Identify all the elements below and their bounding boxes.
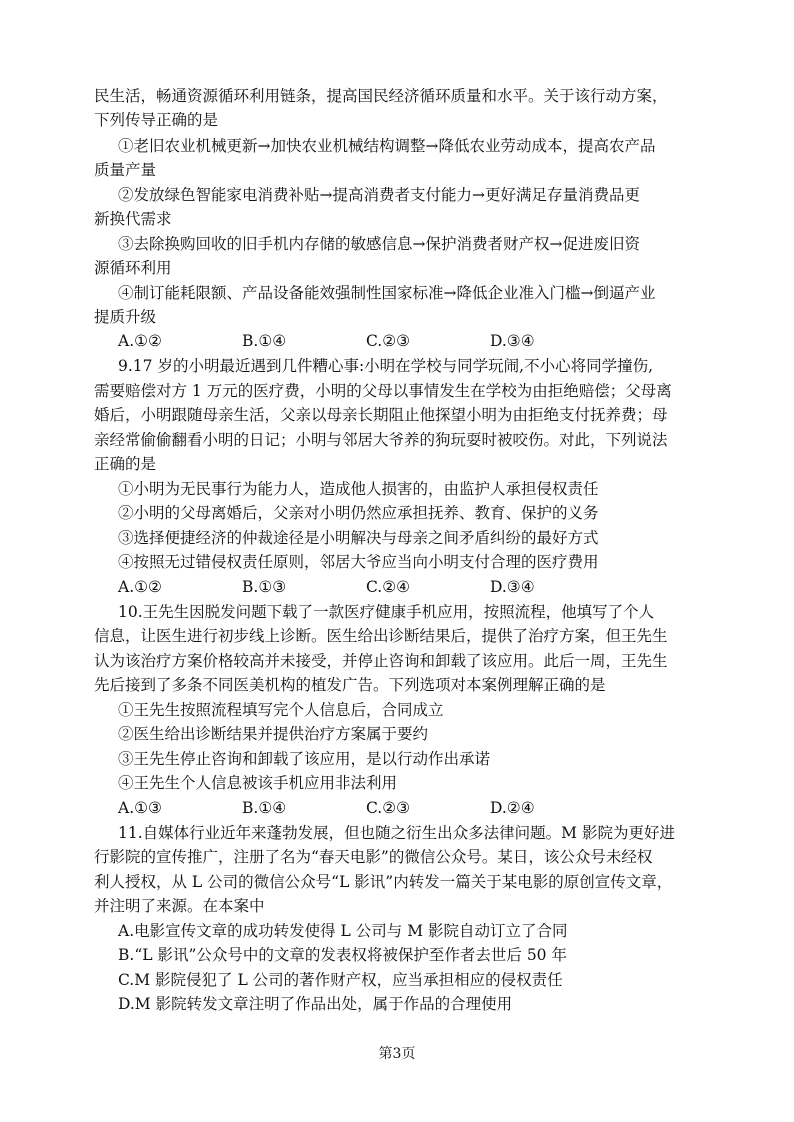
q10-item-1: ①王先生按照流程填写完个人信息后，合同成立 (118, 701, 444, 719)
q8-item-3-line-2: 源循环利用 (94, 259, 172, 277)
q11-option-b: B.“L 影讯”公众号中的文章的发表权将被保护至作者去世后 50 年 (118, 946, 567, 964)
q8-item-3-line-1: ③去除换购回收的旧手机内存储的敏感信息→保护消费者财产权→促进废旧资 (118, 235, 640, 253)
q8-item-4-line-2: 提质升级 (94, 308, 157, 326)
q9-stem-line-3: 婚后，小明跟随母亲生活，父亲以母亲长期阻止他探望小明为由拒绝支付抚养费；母 (94, 406, 668, 424)
q8-stem-line-1: 民生活，畅通资源循环利用链条，提高国民经济循环质量和水平。关于该行动方案， (94, 87, 668, 105)
q9-item-3: ③选择便捷经济的仲裁途径是小明解决与母亲之间矛盾纠纷的最好方式 (118, 529, 599, 547)
q10-stem-line-2: 信息，让医生进行初步线上诊断。医生给出诊断结果后，提供了治疗方案，但王先生 (94, 627, 668, 645)
q9-stem-line-4: 亲经常偷偷翻看小明的日记；小明与邻居大爷养的狗玩耍时被咬伤。对此，下列说法 (94, 431, 668, 449)
q10-item-4: ④王先生个人信息被该手机应用非法利用 (118, 774, 398, 792)
q8-option-c: C.②③ (366, 332, 411, 350)
q8-item-1-line-2: 质量产量 (94, 161, 157, 179)
q8-item-2-line-2: 新换代需求 (94, 210, 172, 228)
q8-option-a: A.①② (118, 332, 162, 350)
q9-option-c: C.②④ (366, 578, 411, 596)
q8-option-d: D.③④ (490, 332, 535, 350)
q8-item-1-line-1: ①老旧农业机械更新→加快农业机械结构调整→降低农业劳动成本，提高农产品 (118, 137, 656, 155)
q10-stem-line-1: 10.王先生因脱发问题下载了一款医疗健康手机应用，按照流程，他填写了个人 (118, 603, 655, 621)
q9-option-a: A.①② (118, 578, 162, 596)
q10-option-c: C.②③ (366, 799, 411, 817)
q9-item-1: ①小明为无民事行为能力人，造成他人损害的，由监护人承担侵权责任 (118, 480, 599, 498)
q11-stem-line-2: 行影院的宣传推广，注册了名为“春天电影”的微信公众号。某日，该公众号未经权 (94, 848, 653, 866)
q10-option-a: A.①③ (118, 799, 162, 817)
page-number: 第3页 (378, 1046, 416, 1062)
q10-option-d: D.②④ (490, 799, 535, 817)
q9-stem-line-1: 9.17 岁的小明最近遇到几件糟心事:小明在学校与同学玩闹,不小心将同学撞伤, (118, 357, 654, 375)
q9-item-4: ④按照无过错侵权责任原则，邻居大爷应当向小明支付合理的医疗费用 (118, 553, 599, 571)
q11-option-a: A.电影宣传文章的成功转发使得 L 公司与 M 影院自动订立了合同 (118, 922, 568, 940)
q10-stem-line-3: 认为该治疗方案价格较高并未接受，并停止咨询和卸载了该应用。此后一周，王先生 (94, 652, 668, 670)
q9-option-d: D.③④ (490, 578, 535, 596)
q8-item-4-line-1: ④制订能耗限额、产品设备能效强制性国家标准→降低企业准入门槛→倒逼产业 (118, 284, 656, 302)
q11-stem-line-1: 11.自媒体行业近年来蓬勃发展，但也随之衍生出众多法律问题。M 影院为更好进 (118, 824, 675, 842)
q11-option-c: C.M 影院侵犯了 L 公司的著作财产权，应当承担相应的侵权责任 (118, 971, 563, 989)
q9-option-b: B.①③ (242, 578, 287, 596)
q11-stem-line-3: 利人授权，从 L 公司的微信公众号“L 影讯”内转发一篇关于某电影的原创宣传文章， (94, 873, 673, 891)
q8-item-2-line-1: ②发放绿色智能家电消费补贴→提高消费者支付能力→更好满足存量消费品更 (118, 186, 640, 204)
q10-item-2: ②医生给出诊断结果并提供治疗方案属于要约 (118, 725, 429, 743)
q8-option-b: B.①④ (242, 332, 287, 350)
q9-item-2: ②小明的父母离婚后，父亲对小明仍然应承担抚养、教育、保护的义务 (118, 504, 599, 522)
q9-stem-line-5: 正确的是 (94, 455, 157, 473)
q10-item-3: ③王先生停止咨询和卸载了该应用，是以行动作出承诺 (118, 750, 491, 768)
q8-stem-line-2: 下列传导正确的是 (94, 111, 219, 129)
q9-stem-line-2: 需要赔偿对方 1 万元的医疗费，小明的父母以事情发生在学校为由拒绝赔偿；父母离 (94, 382, 672, 400)
q11-stem-line-4: 并注明了来源。在本案中 (94, 897, 265, 915)
q10-option-b: B.①④ (242, 799, 287, 817)
q11-option-d: D.M 影院转发文章注明了作品出处，属于作品的合理使用 (118, 995, 513, 1013)
q10-stem-line-4: 先后接到了多条不同医美机构的植发广告。下列选项对本案例理解正确的是 (94, 676, 606, 694)
